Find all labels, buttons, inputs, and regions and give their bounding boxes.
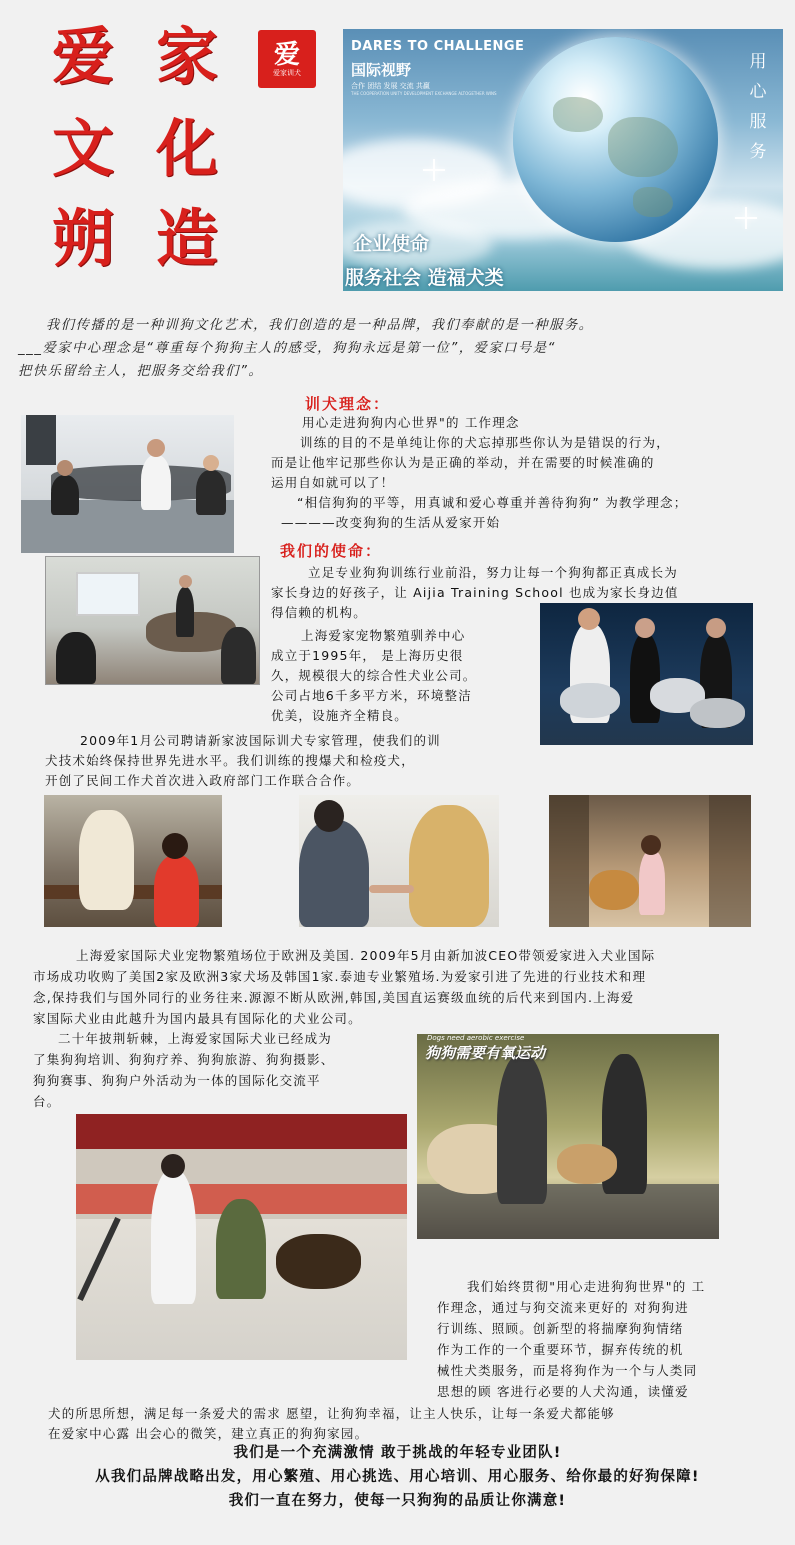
banner-english-title: DARES TO CHALLENGE [351,39,525,54]
globe-banner [343,29,783,291]
mission-line-3: 得信赖的机构。 [271,605,367,620]
sparkle-icon [423,159,445,181]
closing-line-3: 行训练、照顾。创新型的将揣摩狗狗情绪 [437,1321,684,1336]
training-demo-photo [76,1114,407,1360]
side-char: 服 [749,112,767,132]
title-char-2: 家 [156,20,219,93]
closing-line-6: 思想的顾 客进行必要的人犬沟通，读懂爱 [437,1384,689,1399]
twenty-line-1: 二十年披荆斩棘，上海爱家国际犬业已经成为 [58,1031,333,1046]
twenty-line-3: 狗狗赛事、狗狗户外活动为一体的国际化交流平 [33,1073,321,1088]
sparkle-icon [735,207,757,229]
history-line-3: 开创了民间工作犬首次进入政府部门工作联合合作。 [45,773,361,788]
bottom-line-1: 我们是一个充满激情 敢于挑战的年轻专业团队! [233,1445,562,1461]
bottom-line-3: 我们一直在努力，使每一只狗狗的品质让你满意! [228,1493,567,1509]
center-line-4: 公司占地6千多平方米，环境整洁 [271,688,472,703]
center-line-3: 久，规模很大的综合性犬业公司。 [271,668,477,683]
banner-cn-title: 国际视野 [351,61,412,79]
twenty-line-2: 了集狗狗培训、狗狗疗养、狗狗旅游、狗狗摄影、 [33,1052,335,1067]
kennel-line-4: 家国际犬业由此越升为国内最具有国际化的犬业公司。 [33,1011,362,1026]
mission-line-1: 立足专业狗狗训练行业前沿，努力让每一个狗狗都正真成长为 [308,565,678,580]
logo-mark: 爱 [273,39,300,70]
side-char: 心 [749,82,767,102]
mission-line-2: 家长身边的好孩子，让 Aijia Training School 也成为家长身边值 [271,585,679,600]
philosophy-line-3: 而是让他牢记那些你认为是正确的举动，并在需要的时候准确的 [271,455,655,470]
closing-full-line-2: 在爱家中心露 出会心的微笑，建立真正的狗狗家园。 [48,1426,369,1441]
philosophy-line-4: 运用自如就可以了！ [271,475,395,490]
banner-slogan-2: 服务社会 造福犬类 [345,267,504,289]
side-char: 用 [749,52,767,72]
philosophy-line-2: 训练的目的不是单纯让你的犬忘掉那些你认为是错误的行为， [300,435,670,450]
intro-line-2: ___爱家中心理念是“尊重每个狗狗主人的感受，狗狗永远是第一位”，爱家口号是“ [18,341,556,356]
globe-image [513,37,718,242]
meeting-photo-1 [21,415,234,553]
philosophy-line-5: “相信狗狗的平等，用真诚和爱心尊重并善待狗狗” 为教学理念； [297,495,688,510]
banner-small-text: 合作 团结 发展 交流 共赢 [351,82,430,90]
banner-slogan-1: 企业使命 [353,233,430,255]
brand-logo [258,30,316,88]
twenty-line-4: 台。 [33,1094,61,1109]
girl-dog-photo [44,795,222,927]
mission-heading: 我们的使命： [280,542,383,560]
closing-full-line-1: 犬的所思所想，满足每一条爱犬的需求 愿望，让狗狗幸福，让主人快乐，让每一条爱犬都能够 [48,1406,615,1421]
intro-line-1: 我们传播的是一种训狗文化艺术，我们创造的是一种品牌，我们奉献的是一种服务。 [46,318,594,333]
philosophy-line-6: ————改变狗狗的生活从爱家开始 [281,515,501,530]
title-char-6: 造 [156,202,219,275]
kennel-line-2: 市场成功收购了美国2家及欧洲3家犬场及韩国1家.泰迪专业繁殖场.为爱家引进了先进的行业技术和理 [33,969,647,984]
kennel-line-1: 上海爱家国际犬业宠物繁殖场位于欧洲及美国. 2009年5月由新加波CEO带领爱家进入犬业国际 [76,948,656,963]
philosophy-heading: 训犬理念： [305,395,391,413]
history-line-1: 2009年1月公司聘请新家波国际训犬专家管理，使我们的训 [80,733,441,748]
handshake-photo [299,795,499,927]
philosophy-line-1: 用心走进狗狗内心世界"的 工作理念 [302,415,520,430]
exercise-photo [417,1034,719,1239]
side-char: 务 [749,142,767,162]
bottom-line-2: 从我们品牌战略出发，用心繁殖、用心挑选、用心培训、用心服务、给你最的好狗保障! [95,1469,700,1485]
closing-line-4: 作为工作的一个重要环节，摒弃传统的机 [437,1342,684,1357]
center-line-5: 优美，设施齐全精良。 [271,708,409,723]
closing-line-1: 我们始终贯彻"用心走进狗狗世界"的 工 [467,1279,706,1294]
center-line-2: 成立于1995年， 是上海历史很 [271,648,464,663]
center-line-1: 上海爱家宠物繁殖驯养中心 [301,628,466,643]
banner-side-text [747,47,769,167]
title-char-3: 文 [52,112,115,185]
logo-text: 爱家训犬 [273,68,301,77]
exercise-caption: 狗狗需要有氧运动 [425,1044,546,1062]
history-line-2: 犬技术始终保持世界先进水平。我们训练的搜爆犬和检疫犬， [45,753,415,768]
closing-line-2: 作理念，通过与狗交流来更好的 对狗狗进 [437,1300,689,1315]
banner-tiny-text: THE COOPERATION UNITY DEVELOPMENT EXCHANGE ALTOGETHER WINS [351,91,497,96]
exercise-small-caption: Dogs need aerobic exercise [427,1034,525,1042]
meeting-photo-2 [45,556,260,685]
huskies-photo [540,603,753,745]
intro-line-3: 把快乐留给主人，把服务交给我们”。 [18,364,264,379]
toddler-dog-photo [549,795,751,927]
title-char-1: 爱 [52,20,115,93]
closing-line-5: 械性犬类服务，而是将狗作为一个与人类同 [437,1363,698,1378]
title-char-4: 化 [156,112,219,185]
title-char-5: 朔 [52,202,115,275]
kennel-line-3: 念,保持我们与国外同行的业务往来.源源不断从欧洲,韩国,美国直运赛级血统的后代来到国内.上海爱 [33,990,635,1005]
